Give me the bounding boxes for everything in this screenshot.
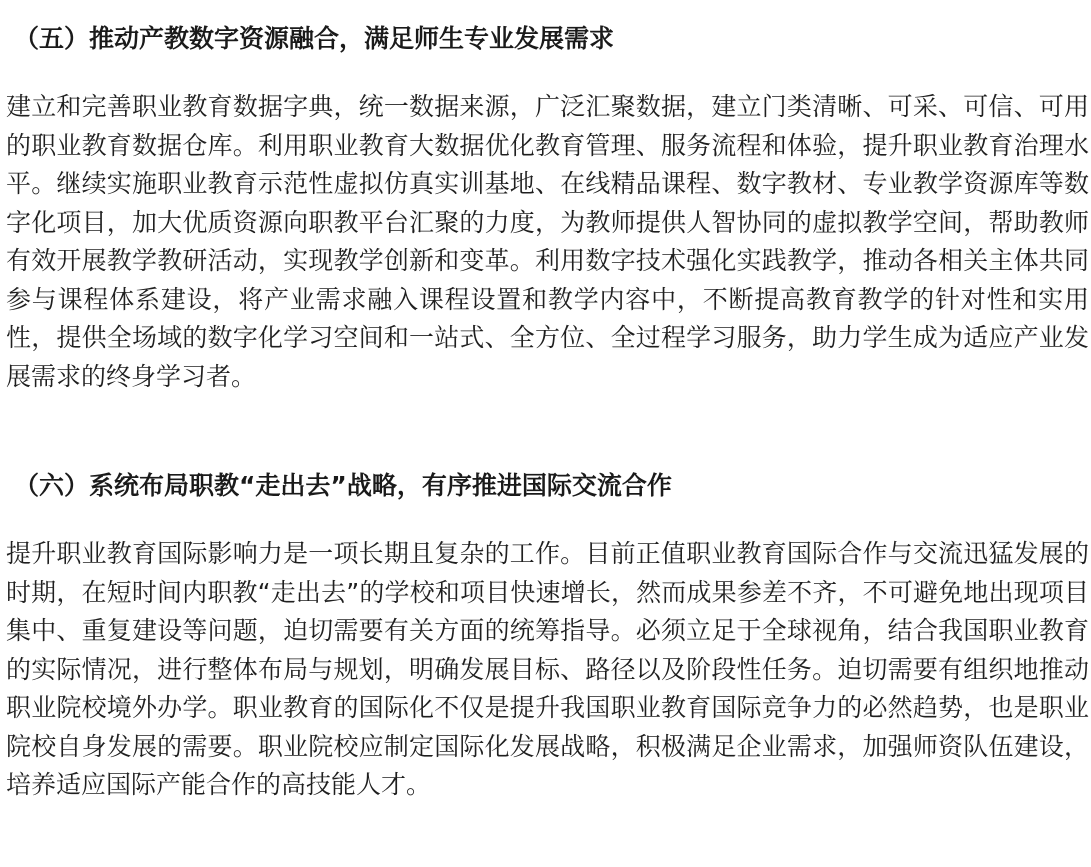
- section-heading: （五）推动产教数字资源融合，满足师生专业发展需求: [14, 24, 615, 53]
- section-paragraph: 提升职业教育国际影响力是一项长期且复杂的工作。目前正值职业教育国际合作与交流迅猛发展的时期，在短时间内职教“走出去”的学校和项目快速增长，然而成果参差不齐，不可避免地出现项目集中、重复建设等问题，迫切需要有关方面的统筹指导。必须立足于全球视角，结合我国职业教育的实际情况，进行整体布局与规划，明确发展目标、路径以及阶段性任务。迫切需要有组织地推动职业院校境外办学。职业教育的国际化不仅是提升我国职业教育国际竞争力的必然趋势，也是职业院校自身发展的需要。职业院校应制定国际化发展战略，积极满足企业需求，加强师资队伍建设，培养适应国际产能合作的高技能人才。: [6, 539, 1089, 799]
- section-paragraph: 建立和完善职业教育数据字典，统一数据来源，广泛汇聚数据，建立门类清晰、可采、可信、可用的职业教育数据仓库。利用职业教育大数据优化教育管理、服务流程和体验，提升职业教育治理水平。继续实施职业教育示范性虚拟仿真实训基地、在线精品课程、数字教材、专业教学资源库等数字化项目，加大优质资源向职教平台汇聚的力度，为教师提供人智协同的虚拟教学空间，帮助教师有效开展教学教研活动，实现教学创新和变革。利用数字技术强化实践教学，推动各相关主体共同参与课程体系建设，将产业需求融入课程设置和教学内容中，不断提高教育教学的针对性和实用性，提供全场域的数字化学习空间和一站式、全方位、全过程学习服务，助力学生成为适应产业发展需求的终身学习者。: [6, 92, 1089, 391]
- section-heading: （六）系统布局职教“走出去”战略，有序推进国际交流合作: [14, 471, 672, 500]
